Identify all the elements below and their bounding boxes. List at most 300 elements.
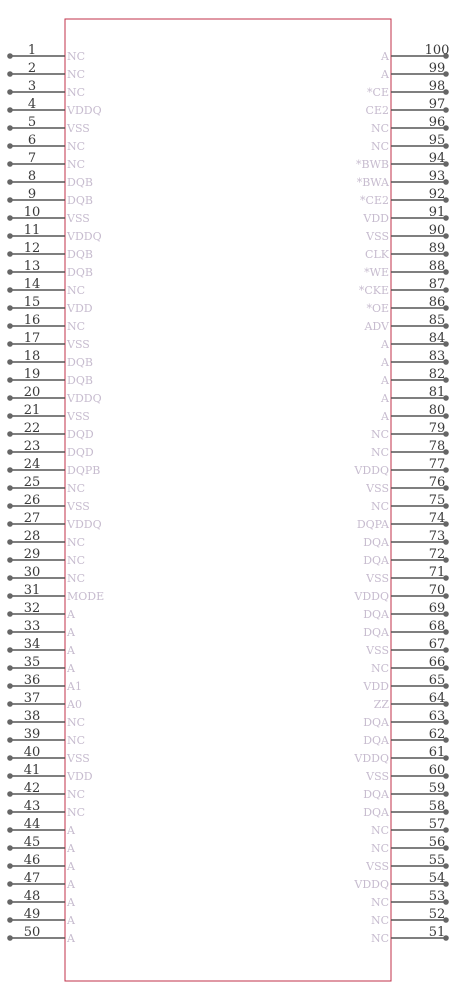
pin-99 (380, 61, 449, 81)
pin-69 (363, 601, 449, 621)
pin-46 (7, 853, 76, 873)
pin-end-dot (7, 341, 13, 347)
pin-number: 5 (27, 115, 37, 130)
pin-number: 50 (23, 925, 41, 940)
pin-number: 95 (428, 133, 446, 148)
pin-name: A (67, 860, 75, 873)
pin-5 (7, 115, 90, 135)
pin-name: NC (67, 536, 86, 549)
pin-80 (380, 403, 449, 423)
pin-77 (353, 457, 448, 477)
pin-number: 79 (428, 421, 446, 436)
pin-98 (367, 79, 449, 99)
pin-name: VSS (67, 338, 90, 351)
pin-end-dot (7, 755, 13, 761)
pin-name: *CKE (358, 284, 389, 297)
pin-7 (7, 151, 85, 171)
pin-56 (371, 835, 449, 855)
pin-end-dot (7, 395, 13, 401)
pin-40 (7, 745, 90, 765)
pin-97 (366, 97, 449, 117)
pin-number: 38 (23, 709, 41, 724)
pin-name: A (381, 50, 389, 63)
pin-number: 93 (428, 169, 446, 184)
pin-number: 64 (428, 691, 446, 706)
pin-end-dot (7, 899, 13, 905)
pin-name: VSS (366, 770, 389, 783)
right-pin-column (353, 43, 449, 945)
pin-end-dot (7, 845, 13, 851)
pin-number: 15 (23, 295, 41, 310)
pin-name: VDD (67, 770, 93, 783)
pin-33 (7, 619, 76, 639)
pin-name: A (67, 896, 75, 909)
pin-number: 27 (23, 511, 41, 526)
pin-68 (363, 619, 449, 639)
pin-55 (365, 853, 449, 873)
pin-number: 51 (428, 925, 446, 940)
pin-number: 98 (428, 79, 446, 94)
pin-name: NC (370, 824, 389, 837)
pin-name: *OE (366, 302, 389, 315)
pin-73 (363, 529, 449, 549)
pin-74 (357, 511, 449, 531)
pin-number: 87 (428, 277, 446, 292)
pin-name: VDD (67, 302, 93, 315)
pin-94 (356, 151, 449, 171)
pin-end-dot (7, 791, 13, 797)
pin-number: 11 (23, 223, 41, 238)
pin-name: VSS (67, 122, 90, 135)
pin-number: 52 (428, 907, 446, 922)
pin-number: 74 (428, 511, 446, 526)
pin-number: 63 (428, 709, 446, 724)
pin-number: 68 (428, 619, 446, 634)
pin-name: NC (370, 446, 389, 459)
pin-32 (7, 601, 76, 621)
pin-number: 21 (23, 403, 41, 418)
pin-number: 83 (428, 349, 446, 364)
pin-name: VDDQ (67, 230, 102, 243)
pin-number: 48 (23, 889, 41, 904)
pin-29 (7, 547, 85, 567)
pin-63 (363, 709, 449, 729)
pin-number: 69 (428, 601, 446, 616)
pin-name: NC (370, 662, 389, 675)
pin-name: NC (67, 716, 86, 729)
pin-end-dot (7, 719, 13, 725)
pin-name: A1 (67, 680, 82, 693)
pin-84 (380, 331, 449, 351)
pin-11 (7, 223, 101, 243)
pin-4 (7, 97, 101, 117)
pin-number: 89 (428, 241, 446, 256)
pin-number: 100 (424, 43, 450, 58)
pin-name: VSS (67, 410, 90, 423)
pin-name: VDDQ (354, 590, 389, 603)
pin-name: A (381, 374, 389, 387)
pin-name: A (67, 626, 75, 639)
pin-name: A (67, 878, 75, 891)
pin-95 (371, 133, 449, 153)
pin-name: NC (67, 572, 86, 585)
pin-end-dot (7, 89, 13, 95)
pin-number: 31 (23, 583, 41, 598)
pin-name: VSS (366, 572, 389, 585)
pin-number: 26 (23, 493, 41, 508)
pin-end-dot (7, 251, 13, 257)
pin-14 (7, 277, 85, 297)
pin-number: 57 (428, 817, 446, 832)
pin-20 (7, 385, 101, 405)
pin-number: 88 (428, 259, 446, 274)
pin-number: 55 (428, 853, 446, 868)
pin-37 (7, 691, 82, 711)
pin-number: 36 (23, 673, 41, 688)
pin-end-dot (7, 125, 13, 131)
pin-name: NC (67, 320, 86, 333)
pin-name: DQB (67, 266, 93, 279)
pin-name: DQA (363, 788, 389, 801)
pin-45 (7, 835, 76, 855)
pin-end-dot (7, 71, 13, 77)
pin-name: DQB (67, 248, 93, 261)
pin-24 (7, 457, 100, 477)
pin-number: 33 (23, 619, 41, 634)
pin-number: 90 (428, 223, 446, 238)
pin-name: ZZ (373, 698, 389, 711)
pin-name: NC (370, 842, 389, 855)
pin-name: DQD (67, 428, 94, 441)
pin-number: 41 (23, 763, 41, 778)
pin-65 (362, 673, 448, 693)
pin-34 (7, 637, 76, 657)
pin-number: 7 (27, 151, 37, 166)
pin-name: DQA (363, 716, 389, 729)
pin-number: 60 (428, 763, 446, 778)
pin-number: 25 (23, 475, 41, 490)
pin-54 (353, 871, 448, 891)
pin-51 (371, 925, 449, 945)
pin-number: 53 (428, 889, 446, 904)
pin-name: A (67, 644, 75, 657)
pin-number: 30 (23, 565, 41, 580)
pin-end-dot (7, 305, 13, 311)
pin-end-dot (7, 197, 13, 203)
pin-name: VDDQ (354, 752, 389, 765)
pin-19 (7, 367, 93, 387)
pin-number: 42 (23, 781, 41, 796)
pin-number: 96 (428, 115, 446, 130)
pin-number: 81 (428, 385, 446, 400)
pin-52 (371, 907, 449, 927)
pin-end-dot (7, 269, 13, 275)
pin-60 (365, 763, 449, 783)
pin-number: 73 (428, 529, 446, 544)
pin-name: NC (67, 806, 86, 819)
pin-end-dot (7, 431, 13, 437)
pin-number: 59 (428, 781, 446, 796)
pin-number: 44 (23, 817, 41, 832)
pin-number: 70 (428, 583, 446, 598)
pin-number: 99 (428, 61, 446, 76)
pin-10 (7, 205, 90, 225)
pin-end-dot (7, 881, 13, 887)
pin-number: 29 (23, 547, 41, 562)
ic-body-outline (65, 19, 391, 981)
pin-end-dot (7, 611, 13, 617)
pin-53 (371, 889, 449, 909)
pin-number: 61 (428, 745, 446, 760)
pin-name: DQA (363, 734, 389, 747)
pin-75 (371, 493, 449, 513)
pin-number: 65 (428, 673, 446, 688)
pin-name: VDDQ (67, 392, 102, 405)
pin-name: NC (67, 788, 86, 801)
pin-number: 82 (428, 367, 446, 382)
pin-name: CE2 (365, 104, 389, 117)
pin-name: A0 (67, 698, 82, 711)
pin-number: 28 (23, 529, 41, 544)
pin-number: 43 (23, 799, 41, 814)
left-pin-column (7, 43, 104, 945)
pin-42 (7, 781, 85, 801)
pin-end-dot (7, 485, 13, 491)
pin-90 (365, 223, 449, 243)
pin-35 (7, 655, 76, 675)
pin-number: 49 (23, 907, 41, 922)
pin-name: A (381, 68, 389, 81)
pin-91 (362, 205, 448, 225)
pin-name: A (381, 338, 389, 351)
pin-number: 18 (23, 349, 41, 364)
pin-number: 66 (428, 655, 446, 670)
pin-number: 34 (23, 637, 41, 652)
pin-2 (7, 61, 85, 81)
pin-name: A (67, 842, 75, 855)
pin-name: DQA (363, 536, 389, 549)
pin-96 (371, 115, 449, 135)
pin-name: VDDQ (67, 518, 102, 531)
pin-name: NC (67, 734, 86, 747)
pin-number: 67 (428, 637, 446, 652)
pin-end-dot (7, 359, 13, 365)
pin-name: *BWA (356, 176, 389, 189)
pin-number: 35 (23, 655, 41, 670)
pin-number: 76 (428, 475, 446, 490)
pin-end-dot (7, 323, 13, 329)
pin-number: 58 (428, 799, 446, 814)
pin-23 (7, 439, 94, 459)
pin-end-dot (7, 665, 13, 671)
pin-end-dot (7, 107, 13, 113)
pin-name: A (67, 824, 75, 837)
pin-41 (7, 763, 93, 783)
pin-name: ADV (364, 320, 389, 333)
pin-number: 39 (23, 727, 41, 742)
pin-end-dot (7, 701, 13, 707)
pin-number: 16 (23, 313, 41, 328)
pin-end-dot (7, 863, 13, 869)
pin-number: 22 (23, 421, 41, 436)
pin-1 (7, 43, 85, 63)
pin-name: NC (370, 500, 389, 513)
pin-end-dot (7, 557, 13, 563)
pin-end-dot (7, 53, 13, 59)
pin-number: 85 (428, 313, 446, 328)
pin-name: NC (67, 554, 86, 567)
pin-name: DQB (67, 374, 93, 387)
pin-13 (7, 259, 93, 279)
pin-62 (363, 727, 449, 747)
pin-number: 92 (428, 187, 446, 202)
pin-21 (7, 403, 90, 423)
pin-83 (380, 349, 449, 369)
pin-61 (353, 745, 448, 765)
pin-number: 23 (23, 439, 41, 454)
pin-66 (371, 655, 449, 675)
pin-16 (7, 313, 85, 333)
pin-end-dot (7, 827, 13, 833)
pin-end-dot (7, 161, 13, 167)
pin-number: 3 (27, 79, 37, 94)
pin-end-dot (7, 647, 13, 653)
pin-end-dot (7, 683, 13, 689)
pin-38 (7, 709, 85, 729)
pin-end-dot (7, 467, 13, 473)
pin-name: DQPA (356, 518, 389, 531)
pin-name: A (381, 356, 389, 369)
pin-31 (7, 583, 104, 603)
pin-name: *CE2 (360, 194, 389, 207)
pin-end-dot (7, 773, 13, 779)
pin-number: 56 (428, 835, 446, 850)
pin-name: VSS (366, 860, 389, 873)
pin-end-dot (7, 539, 13, 545)
pin-28 (7, 529, 85, 549)
pin-name: NC (67, 86, 86, 99)
pin-81 (380, 385, 449, 405)
pin-9 (7, 187, 93, 207)
pin-15 (7, 295, 93, 315)
pin-name: *BWB (356, 158, 389, 171)
pin-number: 37 (23, 691, 41, 706)
pin-number: 9 (27, 187, 37, 202)
pin-44 (7, 817, 76, 837)
pin-number: 17 (23, 331, 41, 346)
pin-27 (7, 511, 101, 531)
pin-3 (7, 79, 85, 99)
pin-number: 13 (23, 259, 41, 274)
pin-name: *CE (367, 86, 389, 99)
pin-end-dot (7, 449, 13, 455)
pin-number: 94 (428, 151, 446, 166)
pin-name: A (381, 392, 389, 405)
pin-name: A (67, 914, 75, 927)
pin-number: 78 (428, 439, 446, 454)
pin-name: DQA (363, 806, 389, 819)
pin-92 (360, 187, 449, 207)
pin-89 (365, 241, 449, 261)
pin-end-dot (7, 737, 13, 743)
pin-end-dot (7, 503, 13, 509)
pin-67 (365, 637, 449, 657)
pin-78 (371, 439, 449, 459)
pin-48 (7, 889, 76, 909)
pin-number: 62 (428, 727, 446, 742)
pin-number: 24 (23, 457, 41, 472)
pin-25 (7, 475, 85, 495)
pin-17 (7, 331, 90, 351)
pin-number: 1 (27, 43, 37, 58)
pin-30 (7, 565, 85, 585)
pin-name: VSS (67, 752, 90, 765)
pin-end-dot (7, 935, 13, 941)
pin-number: 6 (27, 133, 37, 148)
pin-number: 19 (23, 367, 41, 382)
pin-57 (371, 817, 449, 837)
pin-name: NC (67, 68, 86, 81)
pin-end-dot (7, 287, 13, 293)
pin-18 (7, 349, 93, 369)
pin-number: 40 (23, 745, 41, 760)
pin-name: A (67, 662, 75, 675)
pin-number: 77 (428, 457, 446, 472)
pin-6 (7, 133, 85, 153)
pin-name: A (67, 608, 75, 621)
pin-end-dot (7, 575, 13, 581)
pin-number: 12 (23, 241, 41, 256)
pin-end-dot (7, 233, 13, 239)
pin-71 (365, 565, 449, 585)
pin-26 (7, 493, 90, 513)
pin-name: NC (370, 140, 389, 153)
pin-name: NC (67, 158, 86, 171)
pin-70 (353, 583, 448, 603)
pin-number: 10 (23, 205, 41, 220)
pin-number: 2 (27, 61, 37, 76)
pin-name: MODE (67, 590, 105, 603)
pin-39 (7, 727, 85, 747)
pin-name: VDDQ (354, 464, 389, 477)
pin-87 (359, 277, 449, 297)
pin-end-dot (7, 809, 13, 815)
pin-name: VDDQ (354, 878, 389, 891)
pin-end-dot (7, 629, 13, 635)
pin-name: VDDQ (67, 104, 102, 117)
pin-end-dot (7, 215, 13, 221)
pin-name: NC (370, 896, 389, 909)
pin-name: NC (67, 50, 86, 63)
pin-end-dot (7, 521, 13, 527)
pin-8 (7, 169, 93, 189)
pin-name: NC (370, 914, 389, 927)
pin-end-dot (7, 143, 13, 149)
pin-name: NC (67, 140, 86, 153)
pin-number: 80 (428, 403, 446, 418)
pin-name: DQB (67, 194, 93, 207)
pin-number: 45 (23, 835, 41, 850)
pin-end-dot (7, 593, 13, 599)
pin-86 (366, 295, 448, 315)
pin-number: 72 (428, 547, 446, 562)
pin-end-dot (7, 917, 13, 923)
pin-93 (357, 169, 449, 189)
pin-name: VSS (366, 482, 389, 495)
pin-name: VSS (67, 500, 90, 513)
pin-22 (7, 421, 94, 441)
pin-number: 75 (428, 493, 446, 508)
